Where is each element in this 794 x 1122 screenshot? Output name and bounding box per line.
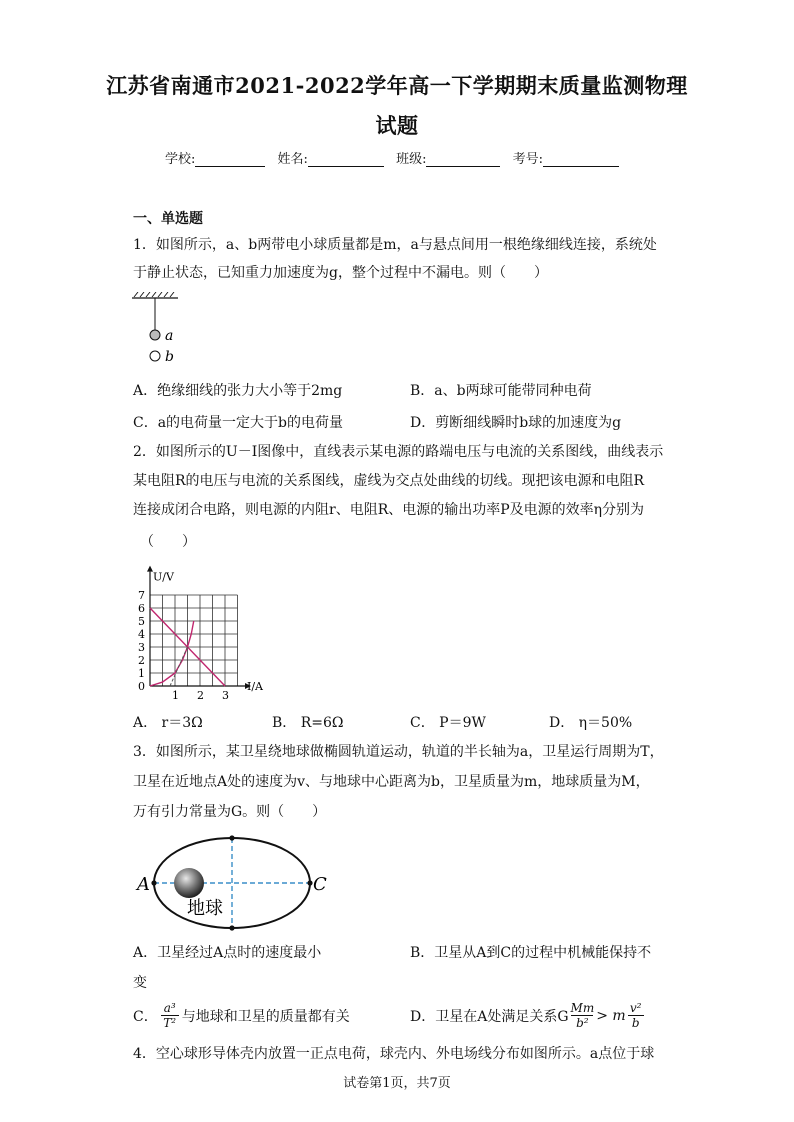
ball-b-label: b — [165, 349, 174, 364]
exam-title-line2: 试题 — [375, 113, 419, 138]
y-tick-label: 5 — [138, 615, 145, 628]
y-tick-label: 6 — [138, 602, 145, 615]
q1-stem-line1: 1．如图所示，a、b两带电小球质量都是m，a与悬点间用一根绝缘细线连接，系统处 — [133, 237, 657, 253]
q2-stem-line4: （ ） — [140, 534, 196, 550]
u-i-chart — [128, 560, 278, 700]
q3-option-a[interactable]: A．卫星经过A点时的速度最小 — [133, 945, 322, 961]
q3-option-c-prefix: C． — [133, 1008, 158, 1025]
point-c-dot — [307, 880, 312, 885]
x-tick-label: 2 — [197, 689, 204, 700]
school-blank[interactable] — [195, 152, 265, 167]
fraction-v2-b — [628, 1001, 644, 1030]
exam-number-blank[interactable] — [543, 152, 619, 167]
point-c-label: C — [313, 874, 327, 895]
exam-title-line1: 江苏省南通市2021-2022学年高一下学期期末质量监测物理 — [106, 73, 688, 98]
y-axis-label: U/V — [153, 570, 174, 584]
q2-option-d[interactable]: D． η＝50% — [549, 715, 633, 731]
inequality-sign: > m — [596, 1007, 626, 1024]
y-tick-label: 3 — [138, 641, 145, 654]
y-tick-label: 1 — [138, 667, 145, 680]
q1-option-d[interactable]: D．剪断细线瞬时b球的加速度为g — [410, 415, 622, 431]
q1-option-b[interactable]: B．a、b两球可能带同种电荷 — [410, 383, 592, 399]
fraction-numerator: v² — [629, 1001, 642, 1015]
fraction-mm-b2 — [571, 1001, 595, 1030]
bottom-vertex-dot — [229, 925, 234, 930]
x-tick-label: 3 — [222, 689, 229, 700]
q1-option-c[interactable]: C．a的电荷量一定大于b的电荷量 — [133, 415, 344, 431]
fraction-numerator: a³ — [163, 1001, 176, 1015]
y-tick-label: 4 — [138, 628, 145, 641]
q2-stem-line2: 某电阻R的电压与电流的关系图线，虚线为交点处曲线的切线。现把该电源和电阻R — [133, 473, 645, 489]
q3-stem-line3: 万有引力常量为G。则（ ） — [133, 804, 327, 820]
q1-option-a[interactable]: A．绝缘细线的张力大小等于2mg — [133, 383, 343, 399]
point-a-label: A — [137, 874, 150, 895]
fraction-a3-t2 — [161, 1001, 179, 1030]
fraction-denominator: T² — [163, 1016, 177, 1030]
q3-option-c[interactable] — [133, 1001, 350, 1030]
top-vertex-dot — [229, 835, 234, 840]
ceiling-hatch — [134, 292, 174, 297]
q3-stem-line2: 卫星在近地点A处的速度为v、与地球中心距离为b，卫星质量为m，地球质量为M， — [133, 774, 650, 790]
x-tick-label: 1 — [172, 689, 179, 700]
q3-option-d[interactable] — [410, 1001, 646, 1030]
q3-option-b-continued: 变 — [133, 975, 147, 991]
section-heading: 一、单选题 — [133, 211, 203, 227]
q4-stem-line1: 4．空心球形导体壳内放置一正点电荷，球壳内、外电场线分布如图所示。a点位于球 — [133, 1046, 655, 1062]
fraction-denominator: b² — [576, 1016, 589, 1030]
name-blank[interactable] — [308, 152, 384, 167]
q1-stem-line2: 于静止状态，已知重力加速度为g，整个过程中不漏电。则（ ） — [133, 265, 548, 281]
earth — [174, 868, 204, 898]
fraction-numerator: Mm — [570, 1001, 595, 1015]
ball-a — [150, 330, 160, 340]
point-a-dot — [151, 880, 156, 885]
q3-orbit-figure — [135, 832, 335, 934]
origin-label: 0 — [138, 680, 145, 693]
q2-option-a[interactable]: A． r＝3Ω — [133, 715, 203, 731]
q2-stem-line3: 连接成闭合电路，则电源的内阻r、电阻R、电源的输出功率P及电源的效率η分别为 — [133, 502, 645, 518]
q2-option-b[interactable]: B． R=6Ω — [272, 715, 344, 731]
y-tick-label: 7 — [138, 589, 145, 602]
q1-figure — [128, 292, 188, 364]
q3-stem-line1: 3．如图所示，某卫星绕地球做椭圆轨道运动，轨道的半长轴为a，卫星运行周期为T， — [133, 744, 664, 760]
y-tick-label: 2 — [138, 654, 145, 667]
q3-option-b[interactable]: B．卫星从A到C的过程中机械能保持不 — [410, 945, 652, 961]
exam-number-label: 考号: — [512, 152, 543, 167]
page-footer: 试卷第1页，共7页 — [343, 1076, 451, 1091]
tangent-line — [170, 647, 188, 686]
class-label: 班级: — [396, 152, 427, 167]
earth-label: 地球 — [187, 898, 223, 919]
x-axis-label: I/A — [247, 680, 263, 693]
class-blank[interactable] — [426, 152, 500, 167]
chart-grid — [150, 595, 238, 686]
chart-tick-labels — [138, 589, 229, 700]
school-label: 学校: — [165, 152, 196, 167]
student-info-row — [165, 148, 627, 167]
q3-option-c-text: 与地球和卫星的质量都有关 — [181, 1008, 350, 1025]
ball-b — [150, 351, 160, 361]
name-label: 姓名: — [277, 152, 308, 167]
ball-a-label: a — [165, 328, 174, 344]
q3-option-d-prefix: D．卫星在A处满足关系G — [410, 1008, 569, 1025]
fraction-denominator: b — [631, 1016, 640, 1030]
q2-option-c[interactable]: C． P＝9W — [410, 715, 486, 731]
q2-stem-line1: 2．如图所示的U－I图像中，直线表示某电源的路端电压与电流的关系图线，曲线表示 — [133, 444, 664, 460]
